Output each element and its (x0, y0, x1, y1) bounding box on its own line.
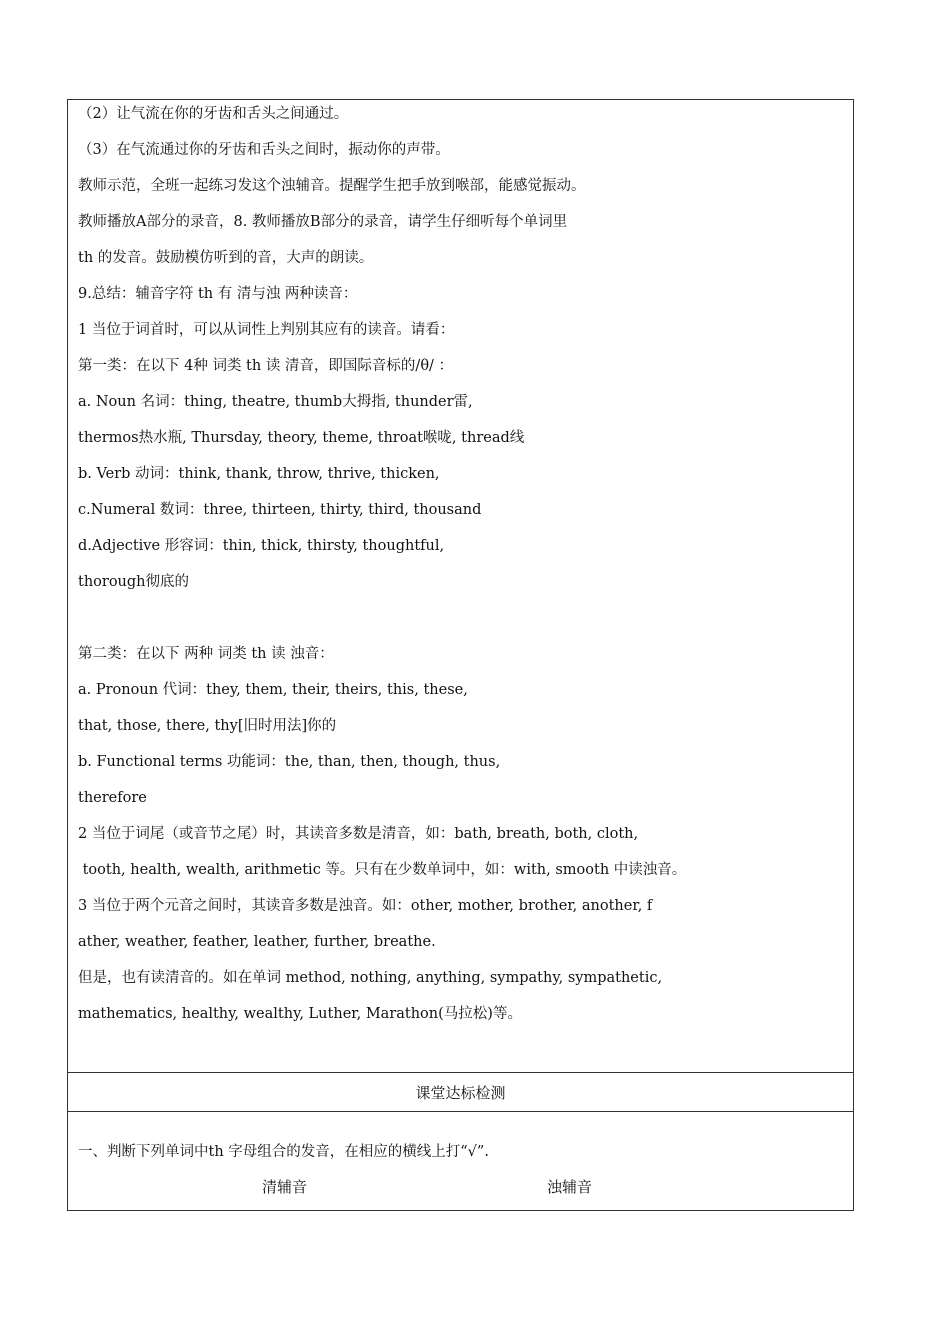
text-line: b. Verb 动词：think, thank, throw, thrive, thicken, (78, 466, 440, 482)
text-line: thermos热水瓶, Thursday, theory, theme, throat喉咙, thread线 (78, 430, 525, 446)
text-line: therefore (78, 790, 147, 806)
text-line: （2）让气流在你的牙齿和舌头之间通过。 (78, 106, 349, 122)
text-line: mathematics, healthy, wealthy, Luther, Marathon(马拉松)等。 (78, 1006, 522, 1022)
column-voiced-label: 浊辅音 (547, 1178, 593, 1196)
question-text: 一、判断下列单词中th 字母组合的发音，在相应的横线上打“√”. (78, 1144, 489, 1160)
text-line: ather, weather, feather, leather, further, breathe. (78, 934, 436, 950)
test-cell (68, 1112, 853, 1210)
text-line: b. Functional terms 功能词：the, than, then, though, thus, (78, 754, 501, 770)
text-line: a. Noun 名词：thing, theatre, thumb大拇指, thunder雷, (78, 394, 473, 410)
column-voiceless-label: 清辅音 (262, 1178, 308, 1196)
section-title: 课堂达标检测 (415, 1084, 506, 1102)
text-line: 9.总结：辅音字符 th 有 清与浊 两种读音： (78, 286, 358, 302)
section-title-cell (68, 1073, 853, 1112)
text-line: that, those, there, thy[旧时用法]你的 (78, 718, 337, 734)
lesson-table (67, 99, 854, 1211)
text-line: th 的发音。鼓励模仿听到的音，大声的朗读。 (78, 250, 374, 266)
text-line: 但是，也有读清音的。如在单词 method, nothing, anything, sympathy, sympathetic, (78, 970, 663, 986)
lesson-content-cell (68, 100, 853, 1073)
text-line: 1 当位于词首时，可以从词性上判别其应有的读音。请看： (78, 322, 455, 338)
text-line: 2 当位于词尾（或音节之尾）时，其读音多数是清音，如：bath, breath, both, cloth, (78, 826, 639, 842)
text-line: c.Numeral 数词：three, thirteen, thirty, third, thousand (78, 502, 482, 518)
text-line: a. Pronoun 代词：they, them, their, theirs, this, these, (78, 682, 468, 698)
text-line: d.Adjective 形容词：thin, thick, thirsty, thoughtful, (78, 538, 445, 554)
text-line: 3 当位于两个元音之间时，其读音多数是浊音。如：other, mother, brother, another, f (78, 898, 653, 914)
text-line: thorough彻底的 (78, 574, 190, 590)
text-line: （3）在气流通过你的牙齿和舌头之间时，振动你的声带。 (78, 142, 450, 158)
text-line: 第二类：在以下 两种 词类 th 读 浊音： (78, 646, 334, 662)
text-line: tooth, health, wealth, arithmetic 等。只有在少数单词中，如：with, smooth 中读浊音。 (78, 862, 687, 878)
text-line: 第一类：在以下 4种 词类 th 读 清音，即国际音标的/θ/ ： (78, 358, 454, 374)
text-line: 教师播放A部分的录音，8. 教师播放B部分的录音，请学生仔细听每个单词里 (78, 214, 568, 230)
text-line: 教师示范，全班一起练习发这个浊辅音。提醒学生把手放到喉部，能感觉振动。 (78, 178, 586, 194)
